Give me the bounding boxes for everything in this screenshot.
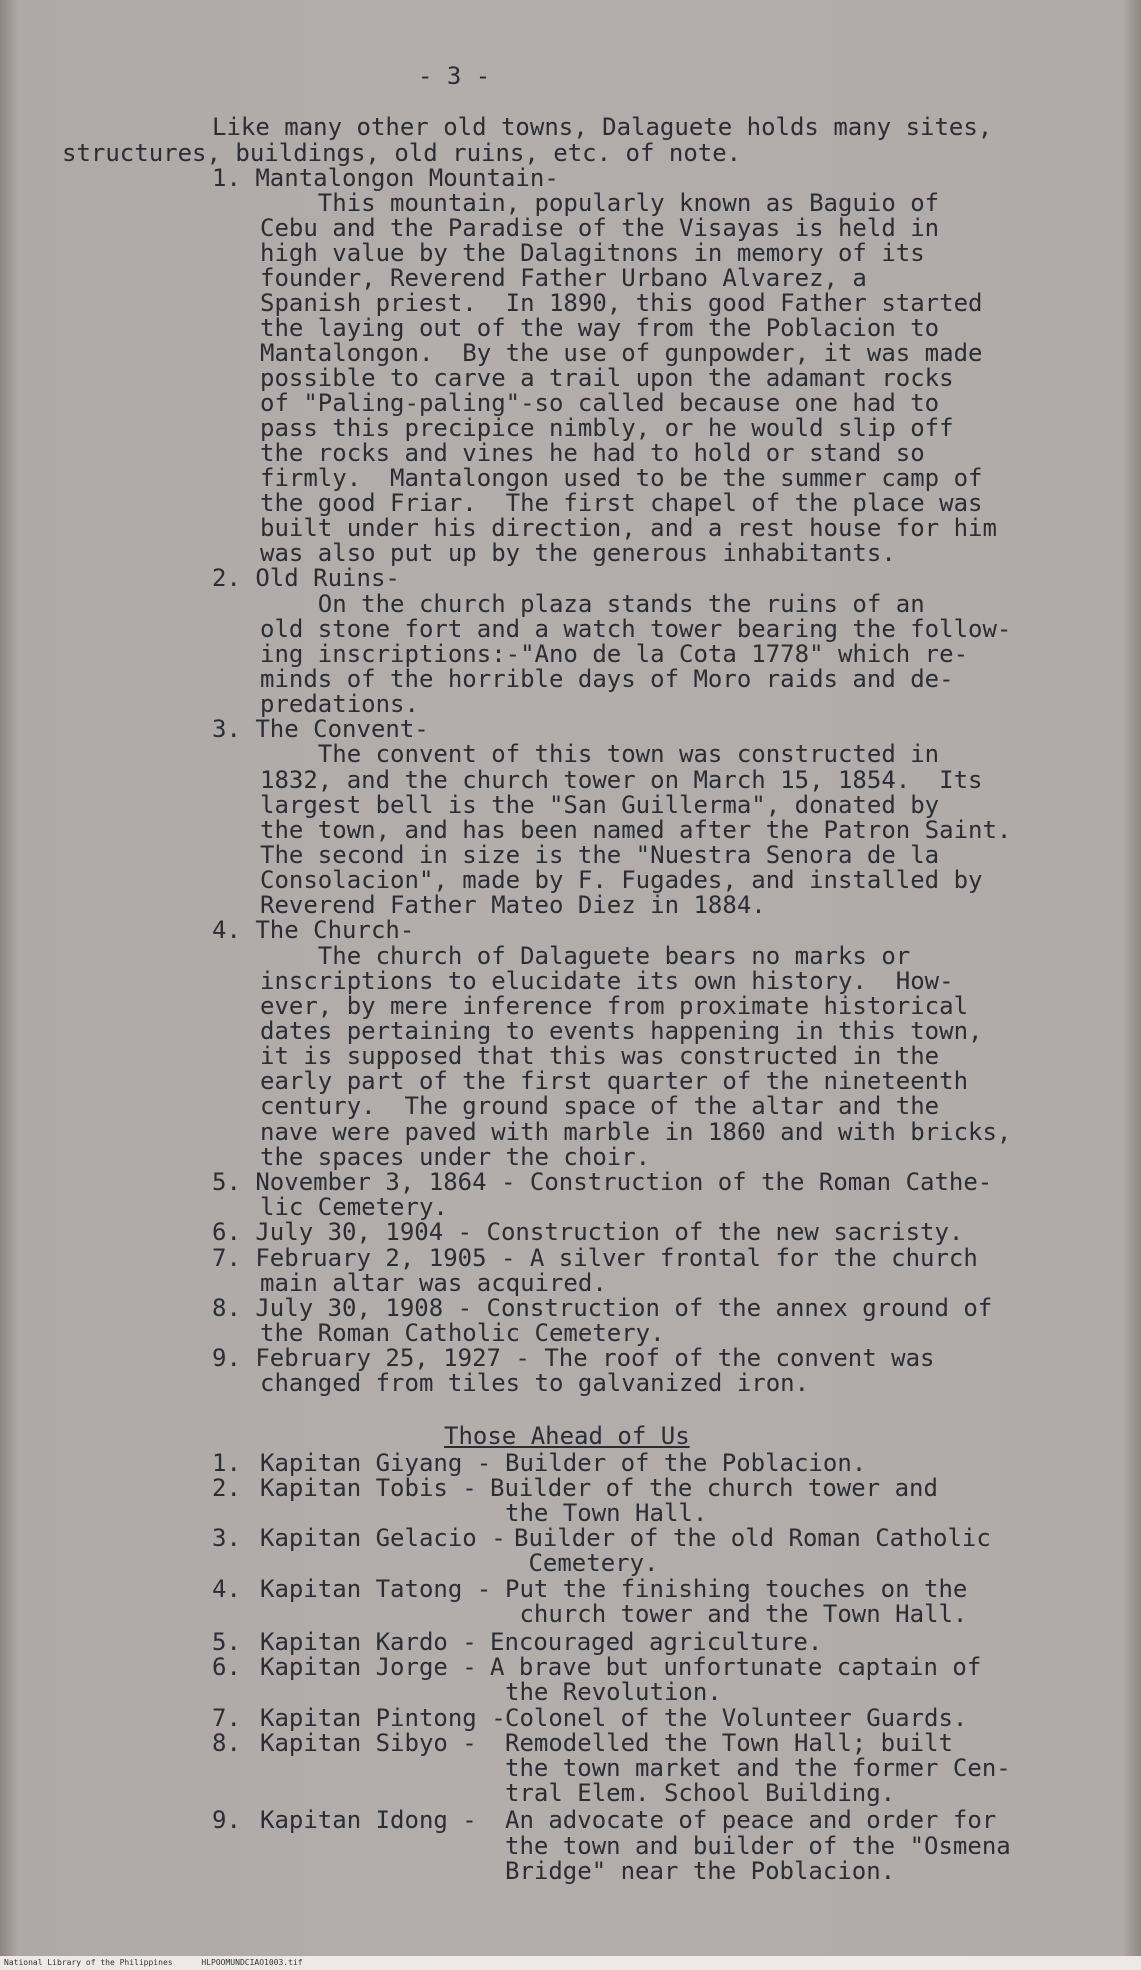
leader-number: 4. [212,1575,241,1603]
footer-filename: HLPOOMUNDCIAO1003.tif [201,1958,303,1967]
leader-number: 7. [212,1704,241,1732]
intro-line: Like many other old towns, Dalaguete holds many sites, [212,113,993,141]
item-heading: 4. The Church- [212,916,415,944]
leader-description: Colonel of the Volunteer Guards. [505,1704,968,1732]
body-line: firmly. Mantalongon used to be the summer camp of [260,464,983,492]
leader-name: Kapitan Pintong - [260,1704,506,1732]
item-heading: 1. Mantalongon Mountain- [212,164,559,192]
leader-description: Bridge" near the Poblacion. [505,1857,896,1885]
body-line: The convent of this town was constructed in [260,740,940,768]
body-line: dates pertaining to events happening in this town, [260,1017,983,1045]
leader-description: the Town Hall. [505,1499,708,1527]
body-line: the rocks and vines he had to hold or stand so [260,439,925,467]
leader-name: Kapitan Kardo - [260,1628,477,1656]
leader-number: 6. [212,1653,241,1681]
body-line: inscriptions to elucidate its own history. How- [260,967,954,995]
body-line: was also put up by the generous inhabitants. [260,539,896,567]
body-line: nave were paved with marble in 1860 and with bricks, [260,1118,1012,1146]
body-line: the town, and has been named after the Patron Saint. [260,816,1012,844]
body-line: founder, Reverend Father Urbano Alvarez, a [260,264,867,292]
body-line: of "Paling-paling"-so called because one had to [260,389,940,417]
item-heading: 7. February 2, 1905 - A silver frontal for the church [212,1244,978,1272]
leader-description: An advocate of peace and order for [505,1806,997,1834]
item-heading: 5. November 3, 1864 - Construction of the Roman Cathe- [212,1168,993,1196]
body-line: it is supposed that this was constructed in the [260,1042,940,1070]
item-heading: 2. Old Ruins- [212,564,400,592]
body-line: ever, by mere inference from proximate historical [260,992,969,1020]
leader-description: Cemetery. [514,1549,659,1577]
intro-line: structures, buildings, old ruins, etc. of note. [62,139,742,167]
leader-name: Kapitan Idong - [260,1806,477,1834]
leader-description: the town market and the former Cen- [505,1754,1011,1782]
scan-footer [0,1956,1141,1970]
body-line: largest bell is the "San Guillerma", donated by [260,791,940,819]
page-right-edge [1123,0,1141,1970]
body-line: pass this precipice nimbly, or he would slip off [260,414,954,442]
leader-number: 5. [212,1628,241,1656]
item-heading: 6. July 30, 1904 - Construction of the new sacristy. [212,1218,964,1246]
item-heading: 3. The Convent- [212,715,429,743]
body-line: old stone fort and a watch tower bearing the follow- [260,615,1012,643]
body-line: 1832, and the church tower on March 15, 1854. Its [260,766,983,794]
leader-number: 1. [212,1449,241,1477]
body-line: predations. [260,690,419,718]
leader-description: Builder of the church tower and [490,1474,938,1502]
body-line: century. The ground space of the altar and the [260,1092,940,1120]
body-line: the Roman Catholic Cemetery. [260,1319,665,1347]
leader-description: Encouraged agriculture. [490,1628,823,1656]
leader-description: tral Elem. School Building. [505,1779,896,1807]
body-line: the spaces under the choir. [260,1143,651,1171]
leader-description: Remodelled the Town Hall; built [505,1729,953,1757]
body-line: This mountain, popularly known as Baguio of [260,189,940,217]
leader-name: Kapitan Sibyo - [260,1729,477,1757]
body-line: main altar was acquired. [260,1269,607,1297]
body-line: the good Friar. The first chapel of the place was [260,489,983,517]
leader-description: church tower and the Town Hall. [505,1600,968,1628]
leader-number: 9. [212,1806,241,1834]
body-line: built under his direction, and a rest house for him [260,514,997,542]
leader-number: 8. [212,1729,241,1757]
leader-description: Builder of the Poblacion. [505,1449,867,1477]
body-line: On the church plaza stands the ruins of an [260,590,925,618]
body-line: changed from tiles to galvanized iron. [260,1369,810,1397]
leader-name: Kapitan Jorge - [260,1653,477,1681]
body-line: Reverend Father Mateo Diez in 1884. [260,891,766,919]
body-line: high value by the Dalagitnons in memory of its [260,239,925,267]
item-heading: 8. July 30, 1908 - Construction of the annex ground of [212,1294,993,1322]
item-heading: 9. February 25, 1927 - The roof of the convent was [212,1344,935,1372]
leader-description: Builder of the old Roman Catholic [514,1524,991,1552]
body-line: lic Cemetery. [260,1193,448,1221]
body-line: Mantalongon. By the use of gunpowder, it was made [260,339,983,367]
footer-library: National Library of the Philippines [4,1958,173,1967]
leader-name: Kapitan Tobis - [260,1474,477,1502]
body-line: Cebu and the Paradise of the Visayas is held in [260,214,940,242]
body-line: The second in size is the "Nuestra Senora de la [260,841,940,869]
leader-name: Kapitan Gelacio - [260,1524,506,1552]
leader-description: the town and builder of the "Osmena [505,1832,1011,1860]
leader-name: Kapitan Giyang - [260,1449,492,1477]
body-line: minds of the horrible days of Moro raids and de- [260,665,954,693]
body-line: possible to carve a trail upon the adamant rocks [260,364,954,392]
body-line: early part of the first quarter of the nineteenth [260,1067,969,1095]
section-title: Those Ahead of Us [444,1422,690,1450]
body-line: The church of Dalaguete bears no marks or [260,942,911,970]
body-line: Spanish priest. In 1890, this good Father started [260,289,983,317]
leader-number: 2. [212,1474,241,1502]
body-line: Consolacion", made by F. Fugades, and installed by [260,866,983,894]
leader-number: 3. [212,1524,241,1552]
leader-description: A brave but unfortunate captain of [490,1653,982,1681]
page-number: - 3 - [418,62,491,90]
page-left-edge [0,0,18,1970]
leader-description: Put the finishing touches on the [505,1575,968,1603]
leader-name: Kapitan Tatong - [260,1575,492,1603]
body-line: the laying out of the way from the Poblacion to [260,314,940,342]
leader-description: the Revolution. [505,1678,722,1706]
body-line: ing inscriptions:-"Ano de la Cota 1778" which re- [260,640,969,668]
